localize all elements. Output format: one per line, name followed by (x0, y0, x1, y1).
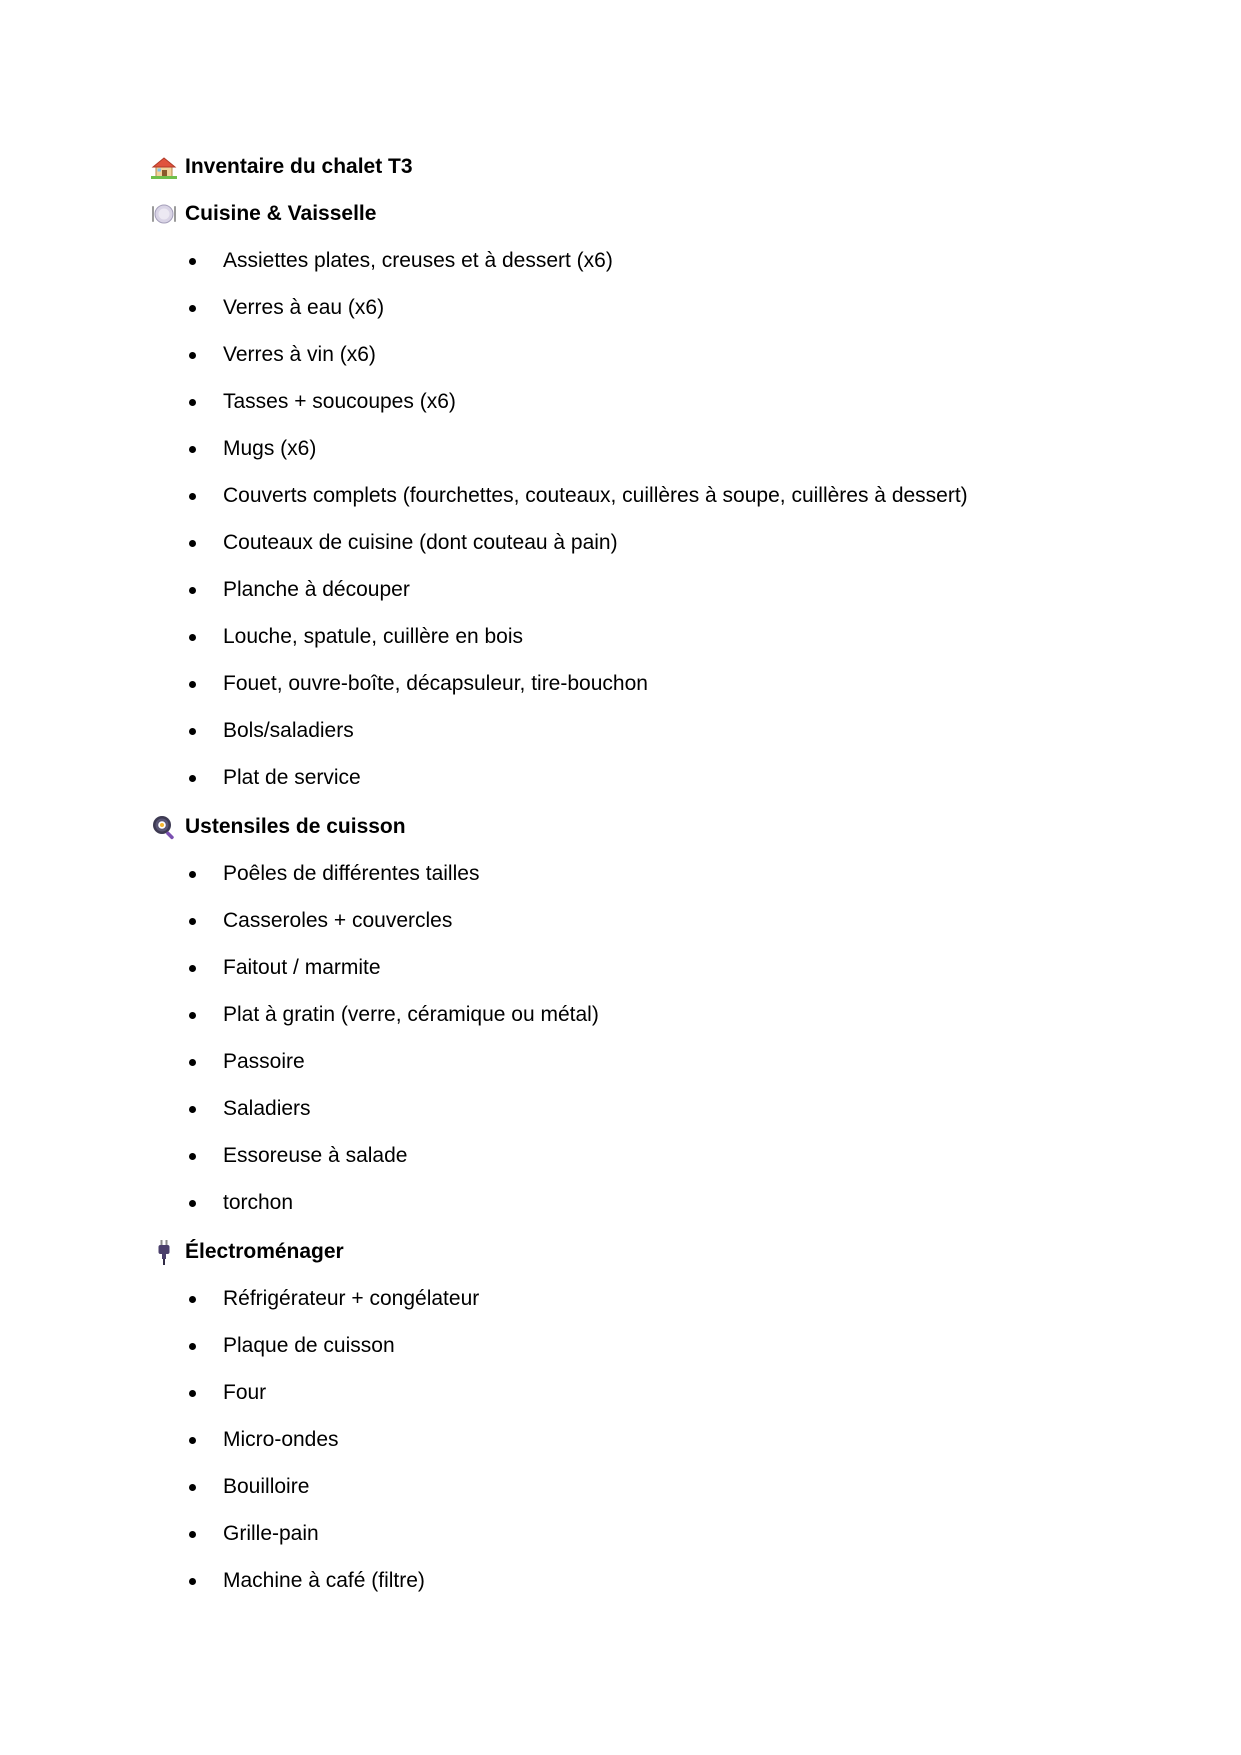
list-item (151, 291, 1111, 338)
list-item-text: Réfrigérateur + congélateur (223, 1287, 480, 1310)
list-item-text: Couteaux de cuisine (dont couteau à pain) (223, 531, 618, 554)
list-item-text: Mugs (x6) (223, 437, 317, 460)
bullet-icon (189, 493, 196, 500)
list-item (151, 667, 1111, 714)
house-icon (151, 154, 177, 180)
list-item-text: Poêles de différentes tailles (223, 862, 480, 885)
bullet-icon (189, 258, 196, 265)
list-item-text: Fouet, ouvre-boîte, décapsuleur, tire-bouchon (223, 672, 648, 695)
bullet-icon (189, 1153, 196, 1160)
list-item (151, 573, 1111, 620)
bullet-icon (189, 1390, 196, 1397)
item-list (151, 1282, 1111, 1611)
list-item-text: Verres à vin (x6) (223, 343, 376, 366)
bullet-icon (189, 871, 196, 878)
bullet-icon (189, 1343, 196, 1350)
section-electromenager (151, 1235, 1111, 1611)
list-item (151, 620, 1111, 667)
list-item-text: Planche à découper (223, 578, 410, 601)
list-item (151, 1282, 1111, 1329)
bullet-icon (189, 352, 196, 359)
bullet-icon (189, 446, 196, 453)
list-item (151, 714, 1111, 761)
list-item-text: Plaque de cuisson (223, 1334, 395, 1357)
list-item-text: Casseroles + couvercles (223, 909, 453, 932)
list-item-text: torchon (223, 1191, 294, 1214)
bullet-icon (189, 1012, 196, 1019)
list-item (151, 857, 1111, 904)
document-page (151, 150, 1111, 1611)
section-ustensiles-cuisson (151, 810, 1111, 1233)
section-heading (151, 810, 1111, 844)
section-heading-text: Électroménager (185, 1240, 344, 1263)
item-list (151, 857, 1111, 1233)
bullet-icon (189, 1484, 196, 1491)
bullet-icon (189, 399, 196, 406)
bullet-icon (189, 1437, 196, 1444)
section-heading (151, 197, 1111, 231)
list-item-text: Passoire (223, 1050, 305, 1073)
list-item-text: Machine à café (filtre) (223, 1569, 425, 1592)
list-item (151, 1186, 1111, 1233)
list-item-text: Micro-ondes (223, 1428, 339, 1451)
bullet-icon (189, 1200, 196, 1207)
list-item (151, 432, 1111, 479)
list-item-text: Plat à gratin (verre, céramique ou métal) (223, 1003, 599, 1026)
bullet-icon (189, 775, 196, 782)
bullet-icon (189, 1059, 196, 1066)
list-item (151, 1470, 1111, 1517)
bullet-icon (189, 965, 196, 972)
list-item (151, 1564, 1111, 1611)
list-item (151, 951, 1111, 998)
list-item (151, 338, 1111, 385)
list-item-text: Couverts complets (fourchettes, couteaux, cuillères à soupe, cuillères à dessert) (223, 484, 968, 507)
section-heading-text: Ustensiles de cuisson (185, 815, 406, 838)
list-item-text: Essoreuse à salade (223, 1144, 408, 1167)
list-item-text: Verres à eau (x6) (223, 296, 385, 319)
bullet-icon (189, 1531, 196, 1538)
list-item (151, 1139, 1111, 1186)
list-item (151, 904, 1111, 951)
title-text: Inventaire du chalet T3 (185, 155, 413, 178)
bullet-icon (189, 1106, 196, 1113)
bullet-icon (189, 305, 196, 312)
list-item-text: Tasses + soucoupes (x6) (223, 390, 456, 413)
bullet-icon (189, 1578, 196, 1585)
list-item-text: Grille-pain (223, 1522, 319, 1545)
list-item (151, 1376, 1111, 1423)
section-cuisine-vaisselle (151, 197, 1111, 808)
list-item-text: Bols/saladiers (223, 719, 354, 742)
item-list (151, 244, 1111, 808)
bullet-icon (189, 634, 196, 641)
list-item (151, 1517, 1111, 1564)
list-item-text: Four (223, 1381, 267, 1404)
list-item (151, 1045, 1111, 1092)
list-item (151, 1329, 1111, 1376)
list-item (151, 526, 1111, 573)
electric-plug-icon (151, 1239, 177, 1265)
frying-pan-icon (151, 814, 177, 840)
list-item (151, 244, 1111, 291)
list-item-text: Bouilloire (223, 1475, 310, 1498)
list-item-text: Plat de service (223, 766, 361, 789)
document-title (151, 150, 1111, 184)
plate-cutlery-icon (151, 201, 177, 227)
list-item-text: Saladiers (223, 1097, 311, 1120)
bullet-icon (189, 1296, 196, 1303)
bullet-icon (189, 918, 196, 925)
list-item-text: Faitout / marmite (223, 956, 381, 979)
section-heading-text: Cuisine & Vaisselle (185, 202, 377, 225)
list-item (151, 385, 1111, 432)
bullet-icon (189, 728, 196, 735)
list-item-text: Louche, spatule, cuillère en bois (223, 625, 524, 648)
bullet-icon (189, 540, 196, 547)
list-item (151, 761, 1111, 808)
list-item (151, 998, 1111, 1045)
bullet-icon (189, 681, 196, 688)
list-item-text: Assiettes plates, creuses et à dessert (x6) (223, 249, 613, 272)
list-item (151, 1092, 1111, 1139)
list-item (151, 1423, 1111, 1470)
list-item (151, 479, 1111, 526)
section-heading (151, 1235, 1111, 1269)
bullet-icon (189, 587, 196, 594)
